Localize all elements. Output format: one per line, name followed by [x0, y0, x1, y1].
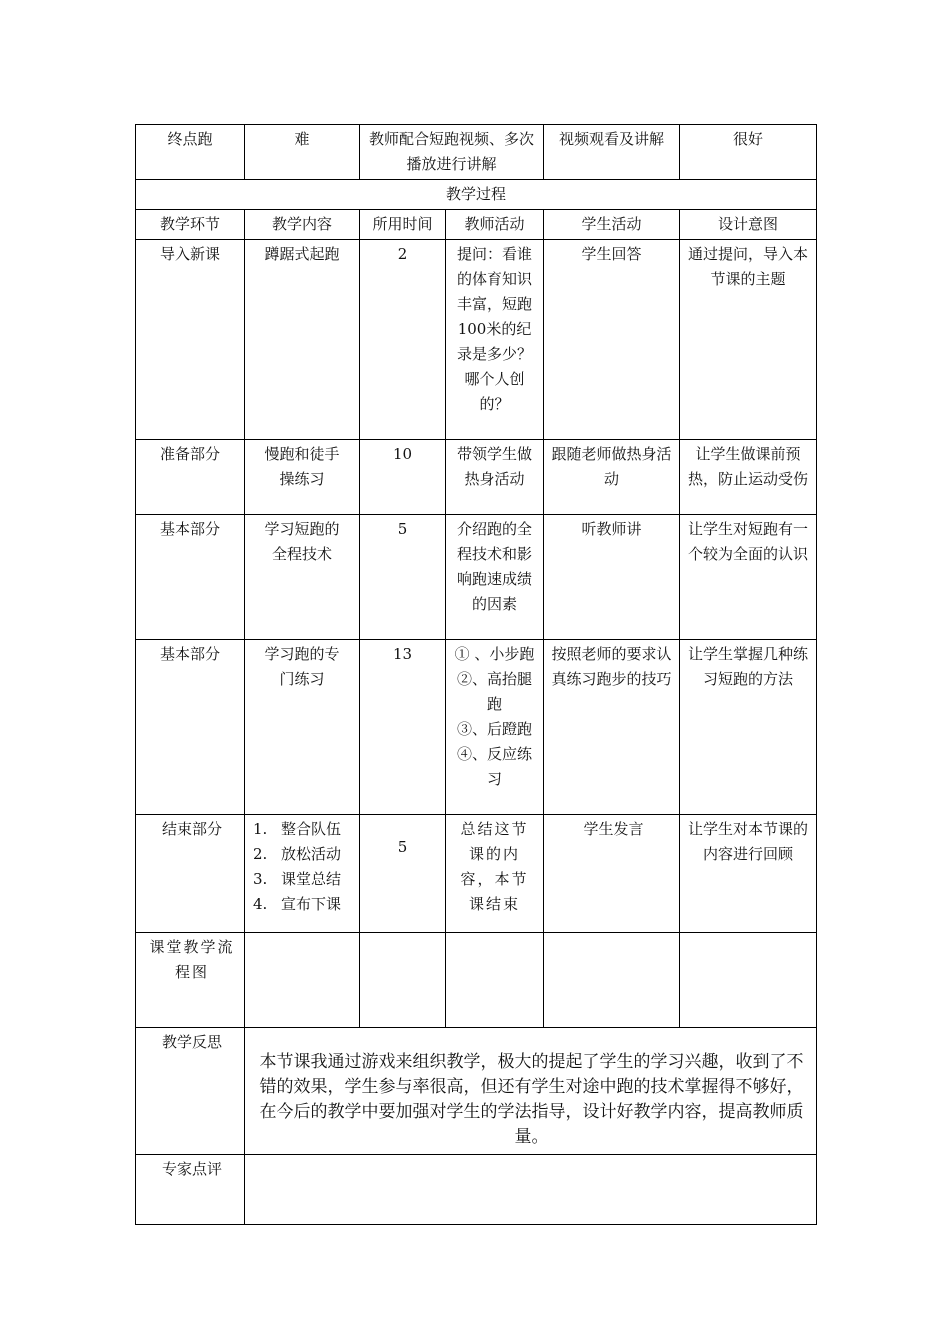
intent-cell: 让学生做课前预热，防止运动受伤 [680, 440, 817, 515]
expert-comment [245, 1155, 817, 1225]
teacher-cell: 介绍跑的全程技术和影响跑速成绩的因素 [446, 515, 544, 640]
student-cell: 跟随老师做热身活动 [544, 440, 680, 515]
intent-cell: 让学生对本节课的内容进行回顾 [680, 815, 817, 933]
list-item: 1. 整合队伍 [253, 820, 342, 838]
time-cell: 10 [360, 440, 446, 515]
teacher-item: ④、反应练习 [457, 745, 533, 788]
top-row [136, 125, 817, 180]
time-cell: 5 [360, 815, 446, 933]
teacher-cell: 总结这节课的内容，本节课结束 [446, 815, 544, 933]
flowchart-cell [544, 933, 680, 1028]
content-cell: 慢跑和徒手操练习 [245, 440, 360, 515]
flowchart-cell [360, 933, 446, 1028]
table-row [136, 515, 817, 640]
reflection-label: 教学反思 [136, 1028, 245, 1155]
time-cell: 2 [360, 240, 446, 440]
difficulty-cell: 难 [245, 125, 360, 180]
rating-cell: 很好 [680, 125, 817, 180]
segment-cell: 终点跑 [136, 125, 245, 180]
table-row [136, 640, 817, 815]
teacher-item: ① 、小步跑 [454, 645, 535, 663]
flowchart-row [136, 933, 817, 1028]
student-cell: 学生回答 [544, 240, 680, 440]
table-row [136, 440, 817, 515]
teacher-cell: 带领学生做热身活动 [446, 440, 544, 515]
intent-cell: 通过提问，导入本节课的主题 [680, 240, 817, 440]
header-teacher: 教师活动 [446, 210, 544, 240]
flowchart-cell [680, 933, 817, 1028]
student-cell: 学生发言 [544, 815, 680, 933]
list-item: 4. 宣布下课 [253, 895, 342, 913]
header-stage: 教学环节 [136, 210, 245, 240]
stage-cell: 结束部分 [136, 815, 245, 933]
method-cell: 教师配合短跑视频、多次播放进行讲解 [360, 125, 544, 180]
time-cell: 5 [360, 515, 446, 640]
teacher-cell [446, 640, 544, 815]
table-row [136, 815, 817, 933]
reflection-text: 本节课我通过游戏来组织教学，极大的提起了学生的学习兴趣，收到了不错的效果，学生参与率很高，但还有学生对途中跑的技术掌握得不够好，在今后的教学中要加强对学生的学法指导，设计好教学内容，提高教师质量。 [245, 1028, 817, 1155]
time-cell: 13 [360, 640, 446, 815]
lesson-plan-table [135, 124, 817, 1225]
content-cell: 学习跑的专门练习 [245, 640, 360, 815]
list-item: 3. 课堂总结 [253, 870, 342, 888]
header-student: 学生活动 [544, 210, 680, 240]
student-cell: 按照老师的要求认真练习跑步的技巧 [544, 640, 680, 815]
header-intent: 设计意图 [680, 210, 817, 240]
content-list [253, 817, 351, 917]
intent-cell: 让学生对短跑有一个较为全面的认识 [680, 515, 817, 640]
stage-cell: 基本部分 [136, 640, 245, 815]
student-cell: 听教师讲 [544, 515, 680, 640]
header-content: 教学内容 [245, 210, 360, 240]
content-cell: 蹲踞式起跑 [245, 240, 360, 440]
teacher-cell: 提问：看谁的体育知识丰富，短跑100米的纪录是多少？哪个人创的？ [446, 240, 544, 440]
flowchart-cell [245, 933, 360, 1028]
expert-row [136, 1155, 817, 1225]
content-cell [245, 815, 360, 933]
section-title: 教学过程 [136, 180, 817, 210]
list-item: 2. 放松活动 [253, 845, 342, 863]
header-row [136, 210, 817, 240]
header-time: 所用时间 [360, 210, 446, 240]
flowchart-cell [446, 933, 544, 1028]
expert-label: 专家点评 [136, 1155, 245, 1225]
stage-cell: 导入新课 [136, 240, 245, 440]
content-cell: 学习短跑的全程技术 [245, 515, 360, 640]
stage-cell: 基本部分 [136, 515, 245, 640]
stage-cell: 准备部分 [136, 440, 245, 515]
approach-cell: 视频观看及讲解 [544, 125, 680, 180]
teacher-item: ②、高抬腿跑 [457, 670, 533, 713]
table-row [136, 240, 817, 440]
intent-cell: 让学生掌握几种练习短跑的方法 [680, 640, 817, 815]
section-title-row [136, 180, 817, 210]
reflection-row [136, 1028, 817, 1155]
teacher-item: ③、后蹬跑 [457, 720, 533, 738]
flowchart-label: 课堂教学流程图 [136, 933, 245, 1028]
